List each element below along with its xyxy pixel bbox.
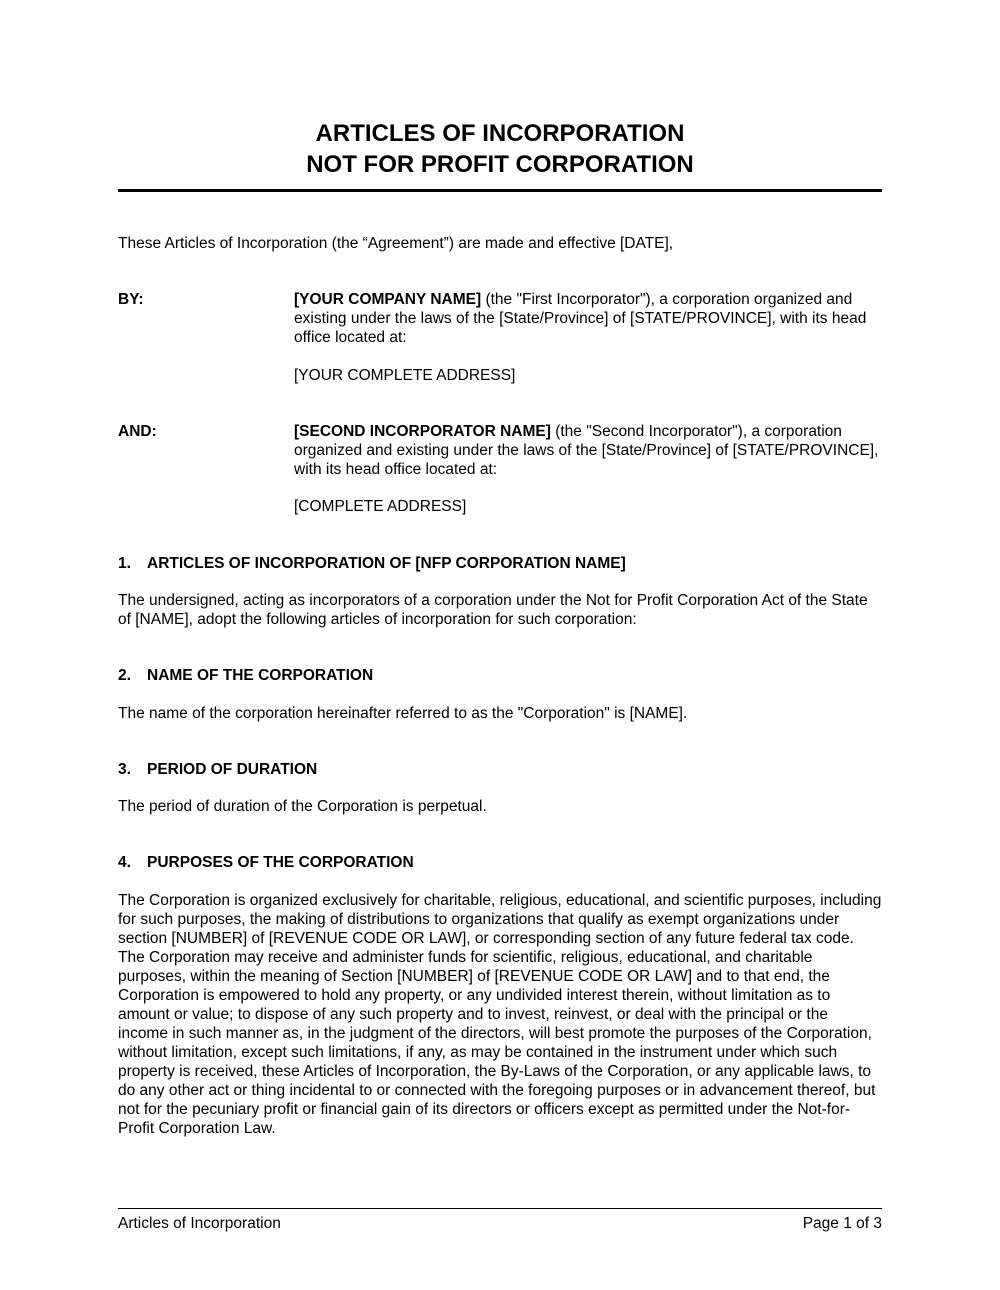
section-heading-4 (118, 853, 882, 872)
section-body-3: The period of duration of the Corporation is perpetual. (118, 798, 487, 815)
party-label-and: AND: (118, 423, 157, 440)
party-description-first (294, 290, 882, 347)
section-title-2: NAME OF THE CORPORATION (147, 667, 374, 684)
section-body-2: The name of the corporation hereinafter referred to as the "Corporation" is [NAME]. (118, 705, 688, 722)
section-title-4: PURPOSES OF THE CORPORATION (147, 854, 414, 871)
party-address-first: [YOUR COMPLETE ADDRESS] (294, 367, 516, 384)
section-title-1: ARTICLES OF INCORPORATION OF [NFP CORPORATION NAME] (147, 555, 626, 572)
party-address-second: [COMPLETE ADDRESS] (294, 498, 467, 515)
intro-paragraph: These Articles of Incorporation (the “Agreement”) are made and effective [DATE], (118, 235, 674, 252)
document-title (118, 118, 882, 180)
footer-document-name: Articles of Incorporation (118, 1215, 281, 1232)
section-body-1: The undersigned, acting as incorporators of a corporation under the Not for Profit Corporation Act of the State of [NAME], adopt the following articles of incorporation for such corporation: (118, 592, 868, 628)
party-text-first: (the "First Incorporator"), a corporation organized and existing under the laws of the [State/Province] of [STATE/PROVINCE], with its head office located at: (294, 291, 867, 346)
section-title-3: PERIOD OF DURATION (147, 761, 318, 778)
party-name-second: [SECOND INCORPORATOR NAME] (294, 423, 551, 440)
section-heading-2 (118, 666, 882, 685)
party-name-first: [YOUR COMPANY NAME] (294, 291, 482, 308)
section-number-1: 1. (118, 555, 131, 572)
section-number-2: 2. (118, 667, 131, 684)
section-body-4: The Corporation is organized exclusively for charitable, religious, educational, and scientific purposes, including for such purposes, the making of distributions to organizations that qualify as exempt organizations under section [NUMBER] of [REVENUE CODE OR LAW], or corresponding section of any future federal tax code. The Corporation may receive and administer funds for scientific, religious, educational, and charitable purposes, within the meaning of Section [NUMBER] of [REVENUE CODE OR LAW] and to that end, the Corporation is empowered to hold any property, or any undivided interest therein, without limitation as to amount or value; to dispose of any such property and to invest, reinvest, or deal with the principal or the income in such manner as, in the judgment of the directors, will best promote the purposes of the Corporation, without limitation, except such limitations, if any, as may be contained in the instrument under which such property is received, these Articles of Incorporation, the By-Laws of the Corporation, or any applicable laws, to do any other act or thing incidental to or connected with the foregoing purposes or in advancement thereof, but not for the pecuniary profit or financial gain of its directors or officers except as permitted under the Not-for-Profit Corporation Law. (118, 892, 882, 1137)
section-heading-3 (118, 760, 882, 779)
party-label-by: BY: (118, 291, 144, 308)
footer-page-number: Page 1 of 3 (802, 1215, 882, 1232)
footer-divider (118, 1208, 882, 1209)
party-description-second (294, 422, 882, 479)
party-text-second: (the "Second Incorporator"), a corporation organized and existing under the laws of the [State/Province] of [STATE/PROVINCE], with its head office located at: (294, 423, 879, 478)
title-line-2: NOT FOR PROFIT CORPORATION (306, 151, 694, 178)
title-line-1: ARTICLES OF INCORPORATION (315, 120, 685, 147)
section-heading-1 (118, 554, 882, 573)
title-divider (118, 189, 882, 192)
section-number-4: 4. (118, 854, 131, 871)
section-number-3: 3. (118, 761, 131, 778)
